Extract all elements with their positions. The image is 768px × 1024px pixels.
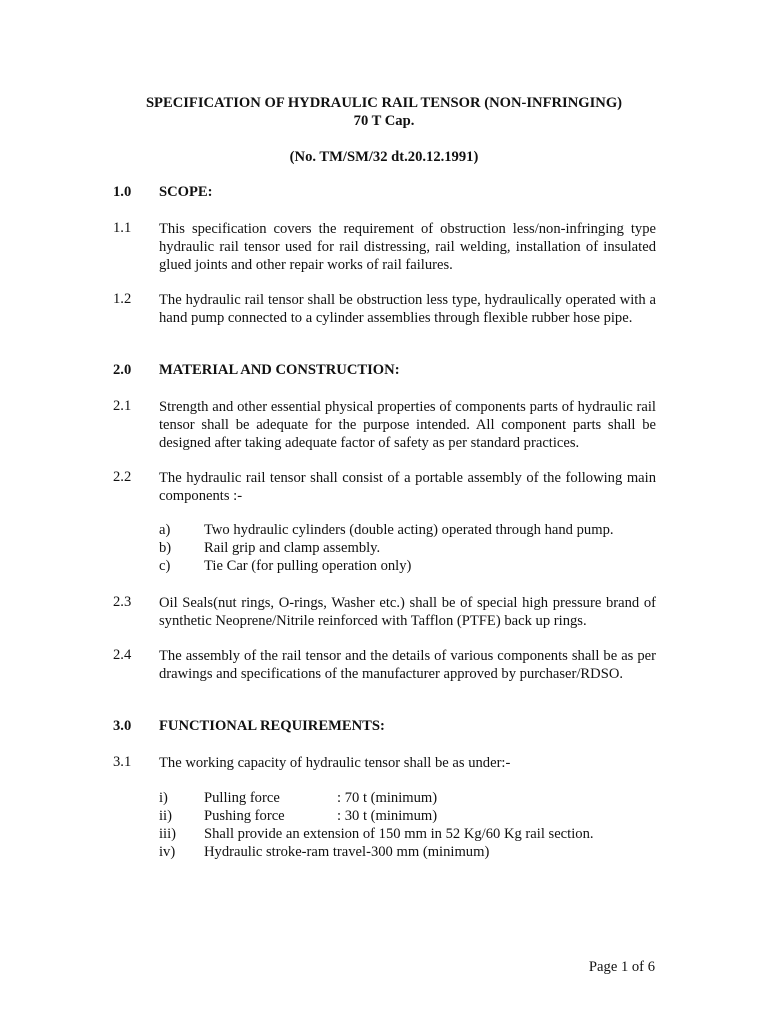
clause-number: 1.1 [113, 220, 132, 236]
list-item-value: : 30 t (minimum) [337, 808, 438, 824]
document-subtitle: 70 T Cap. [353, 113, 415, 129]
clause-text: Strength and other essential physical properties of components parts of hydraulic rail tensor shall be adequate for the purpose intended. All component parts shall be designed after taking adequate factor of safety as per standard practices. [159, 399, 656, 451]
section-heading: FUNCTIONAL REQUIREMENTS: [159, 718, 385, 734]
list-item-text: Tie Car (for pulling operation only) [204, 558, 412, 574]
list-item-value: : 70 t (minimum) [337, 790, 438, 806]
list-item-marker: a) [159, 522, 171, 538]
clause-text: The assembly of the rail tensor and the details of various components shall be as per drawings and specifications of the manufacturer approved by purchaser/RDSO. [159, 648, 656, 682]
list-item-text: Shall provide an extension of 150 mm in 52 Kg/60 Kg rail section. [204, 826, 594, 842]
clause-number: 2.2 [113, 469, 132, 485]
document-reference: (No. TM/SM/32 dt.20.12.1991) [289, 149, 479, 165]
section-heading: MATERIAL AND CONSTRUCTION: [159, 362, 400, 378]
list-item-text: Rail grip and clamp assembly. [204, 540, 381, 556]
list-item-marker: b) [159, 540, 172, 556]
clause-number: 3.1 [113, 754, 132, 770]
clause-number: 1.2 [113, 291, 132, 307]
clause-text: This specification covers the requirement of obstruction less/non-infringing type hydraulic rail tensor used for rail distressing, rail welding, installation of insulated glued joints and other repair works of rail failures. [159, 221, 656, 273]
section-number: 3.0 [113, 718, 132, 734]
clause-text: The hydraulic rail tensor shall consist of a portable assembly of the following main components :- [159, 470, 656, 504]
list-item-text: Pushing force [204, 808, 285, 824]
document-title: SPECIFICATION OF HYDRAULIC RAIL TENSOR (NON-INFRINGING) [145, 95, 623, 111]
section-heading: SCOPE: [159, 184, 213, 200]
list-item-text: Pulling force [204, 790, 280, 806]
list-item-marker: ii) [159, 808, 172, 824]
section-number: 2.0 [113, 362, 132, 378]
page-number: Page 1 of 6 [588, 959, 655, 975]
clause-text: Oil Seals(nut rings, O-rings, Washer etc.) shall be of special high pressure brand of synthetic Neoprene/Nitrile reinforced with Tafflon (PTFE) back up rings. [159, 595, 656, 629]
list-item-text: Two hydraulic cylinders (double acting) operated through hand pump. [204, 522, 614, 538]
list-item-marker: iv) [159, 844, 176, 860]
list-item-marker: i) [159, 790, 168, 806]
clause-text: The hydraulic rail tensor shall be obstruction less type, hydraulically operated with a hand pump connected to a cylinder assemblies through flexible rubber hose pipe. [159, 292, 656, 326]
list-item-marker: iii) [159, 826, 177, 842]
clause-number: 2.4 [113, 647, 132, 663]
clause-number: 2.3 [113, 594, 132, 610]
list-item-text: Hydraulic stroke-ram travel-300 mm (minimum) [204, 844, 490, 860]
clause-text: The working capacity of hydraulic tensor shall be as under:- [159, 755, 511, 771]
section-number: 1.0 [113, 184, 132, 200]
list-item-marker: c) [159, 558, 171, 574]
clause-number: 2.1 [113, 398, 132, 414]
